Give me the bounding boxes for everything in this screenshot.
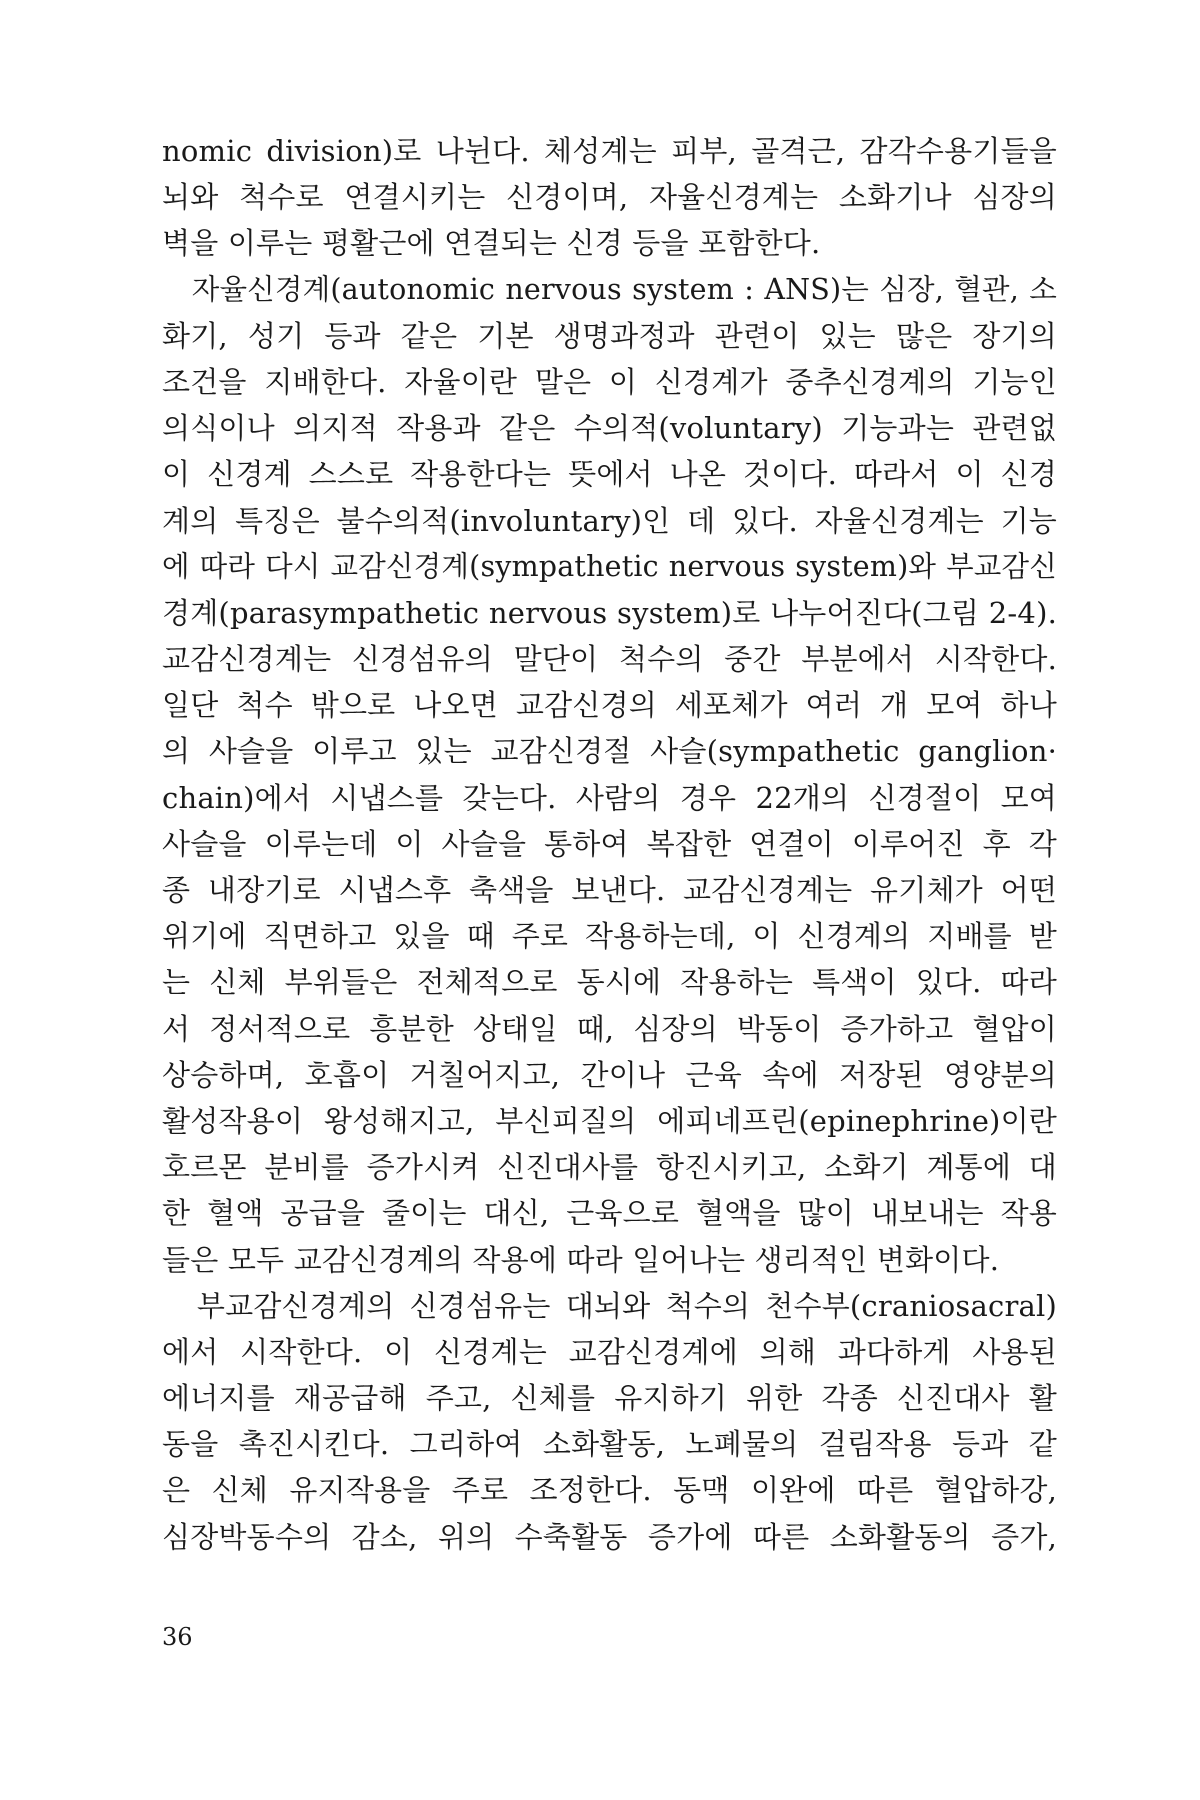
- text-line: chain)에서 시냅스를 갖는다. 사람의 경우 22개의 신경절이 모여: [162, 780, 1057, 815]
- text-line: 한 혈액 공급을 줄이는 대신, 근육으로 혈액을 많이 내보내는 작용: [162, 1196, 1057, 1231]
- text-line: 자율신경계(autonomic nervous system : ANS)는 심장, 혈관, 소: [162, 272, 1057, 306]
- text-line: 위기에 직면하고 있을 때 주로 작용하는데, 이 신경계의 지배를 받: [162, 919, 1057, 954]
- body-text: [162, 128, 1057, 1560]
- text-line: 의 사슬을 이루고 있는 교감신경절 사슬(sympathetic ganglion·: [162, 734, 1057, 769]
- text-line: 활성작용이 왕성해지고, 부신피질의 에피네프린(epinephrine)이란: [162, 1103, 1057, 1138]
- text-line: 화기, 성기 등과 같은 기본 생명과정과 관련이 있는 많은 장기의: [162, 318, 1057, 353]
- text-line: 상승하며, 호흡이 거칠어지고, 간이나 근육 속에 저장된 영양분의: [162, 1057, 1057, 1092]
- text-line: 는 신체 부위들은 전체적으로 동시에 작용하는 특색이 있다. 따라: [162, 965, 1057, 1000]
- text-line: 이 신경계 스스로 작용한다는 뜻에서 나온 것이다. 따라서 이 신경: [162, 457, 1057, 492]
- text-line: 은 신체 유지작용을 주로 조정한다. 동맥 이완에 따른 혈압하강,: [162, 1473, 1057, 1508]
- text-line: 종 내장기로 시냅스후 축색을 보낸다. 교감신경계는 유기체가 어떤: [162, 873, 1057, 907]
- text-line: 에서 시작한다. 이 신경계는 교감신경계에 의해 과다하게 사용된: [162, 1334, 1057, 1369]
- text-line: 계의 특징은 불수의적(involuntary)인 데 있다. 자율신경계는 기능: [162, 503, 1057, 538]
- text-line: nomic division)로 나뉜다. 체성계는 피부, 골격근, 감각수용기들을: [162, 134, 1057, 168]
- text-line: 뇌와 척수로 연결시키는 신경이며, 자율신경계는 소화기나 심장의: [162, 180, 1057, 215]
- page-number: 36: [162, 1623, 193, 1651]
- text-line: 에 따라 다시 교감신경계(sympathetic nervous system)와 부교감신: [162, 549, 1057, 583]
- text-line: 벽을 이루는 평활근에 연결되는 신경 등을 포함한다.: [162, 226, 821, 261]
- text-line: 경계(parasympathetic nervous system)로 나누어진다(그림 2-4).: [162, 595, 1057, 630]
- text-line: 일단 척수 밖으로 나오면 교감신경의 세포체가 여러 개 모여 하나: [162, 688, 1057, 723]
- text-line: 교감신경계는 신경섬유의 말단이 척수의 중간 부분에서 시작한다.: [162, 642, 1057, 677]
- text-line: 에너지를 재공급해 주고, 신체를 유지하기 위한 각종 신진대사 활: [162, 1381, 1057, 1416]
- text-line: 의식이나 의지적 작용과 같은 수의적(voluntary) 기능과는 관련없: [162, 411, 1057, 446]
- text-line: 서 정서적으로 흥분한 상태일 때, 심장의 박동이 증가하고 혈압이: [162, 1011, 1057, 1046]
- text-line: 조건을 지배한다. 자율이란 말은 이 신경계가 중추신경계의 기능인: [162, 364, 1057, 399]
- text-line: 호르몬 분비를 증가시켜 신진대사를 항진시키고, 소화기 계통에 대: [162, 1150, 1057, 1185]
- text-line: 들은 모두 교감신경계의 작용에 따라 일어나는 생리적인 변화이다.: [162, 1242, 1000, 1277]
- text-line: 부교감신경계의 신경섬유는 대뇌와 척수의 천수부(craniosacral): [162, 1288, 1057, 1323]
- text-line: 심장박동수의 감소, 위의 수축활동 증가에 따른 소화활동의 증가,: [162, 1519, 1057, 1554]
- text-line: 사슬을 이루는데 이 사슬을 통하여 복잡한 연결이 이루어진 후 각: [162, 826, 1057, 861]
- text-line: 동을 촉진시킨다. 그리하여 소화활동, 노폐물의 걸림작용 등과 같: [162, 1427, 1057, 1462]
